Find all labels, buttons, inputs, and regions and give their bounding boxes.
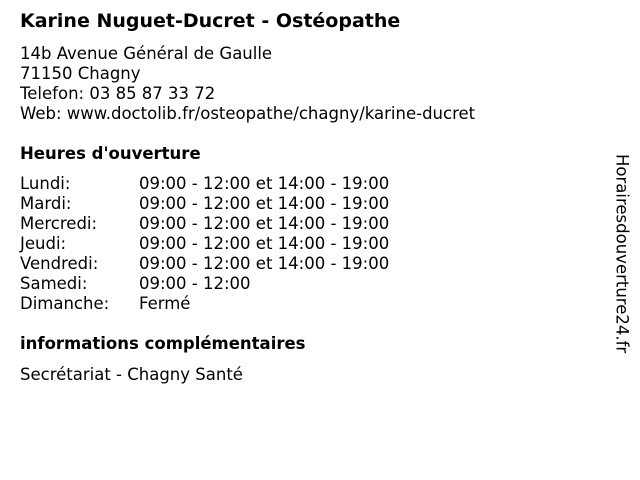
site-watermark bbox=[607, 134, 637, 374]
website-link[interactable]: Web: www.doctolib.fr/osteopathe/chagny/karine-ducret bbox=[20, 104, 476, 123]
day-label: Mardi: bbox=[20, 194, 72, 213]
day-hours: 09:00 - 12:00 et 14:00 - 19:00 bbox=[139, 174, 390, 193]
day-label: Mercredi: bbox=[20, 214, 98, 233]
day-label: Vendredi: bbox=[20, 254, 99, 273]
day-hours: 09:00 - 12:00 et 14:00 - 19:00 bbox=[139, 194, 390, 213]
hours-row-monday bbox=[20, 174, 389, 194]
day-label: Lundi: bbox=[20, 174, 71, 193]
additional-info-text: Secrétariat - Chagny Santé bbox=[20, 365, 243, 384]
hours-row-saturday bbox=[20, 274, 389, 294]
watermark-text: Horairesdouverture24.fr bbox=[612, 154, 632, 354]
page-title: Karine Nuguet-Ducret - Ostéopathe bbox=[20, 10, 401, 32]
hours-row-tuesday bbox=[20, 194, 389, 214]
day-label: Samedi: bbox=[20, 274, 88, 293]
city-postal: 71150 Chagny bbox=[20, 64, 141, 83]
day-hours: 09:00 - 12:00 bbox=[139, 274, 251, 293]
hours-row-sunday bbox=[20, 294, 389, 314]
day-hours: 09:00 - 12:00 et 14:00 - 19:00 bbox=[139, 234, 390, 253]
day-hours: Fermé bbox=[139, 294, 191, 313]
hours-row-wednesday bbox=[20, 214, 389, 234]
hours-row-thursday bbox=[20, 234, 389, 254]
phone-number: Telefon: 03 85 87 33 72 bbox=[20, 84, 216, 103]
day-hours: 09:00 - 12:00 et 14:00 - 19:00 bbox=[139, 254, 390, 273]
opening-hours-table bbox=[20, 174, 389, 314]
day-hours: 09:00 - 12:00 et 14:00 - 19:00 bbox=[139, 214, 390, 233]
day-label: Dimanche: bbox=[20, 294, 110, 313]
opening-hours-heading: Heures d'ouverture bbox=[20, 144, 201, 163]
hours-row-friday bbox=[20, 254, 389, 274]
address-block bbox=[20, 44, 475, 124]
additional-info-heading: informations complémentaires bbox=[20, 334, 306, 353]
street-address: 14b Avenue Général de Gaulle bbox=[20, 44, 273, 63]
day-label: Jeudi: bbox=[20, 234, 67, 253]
